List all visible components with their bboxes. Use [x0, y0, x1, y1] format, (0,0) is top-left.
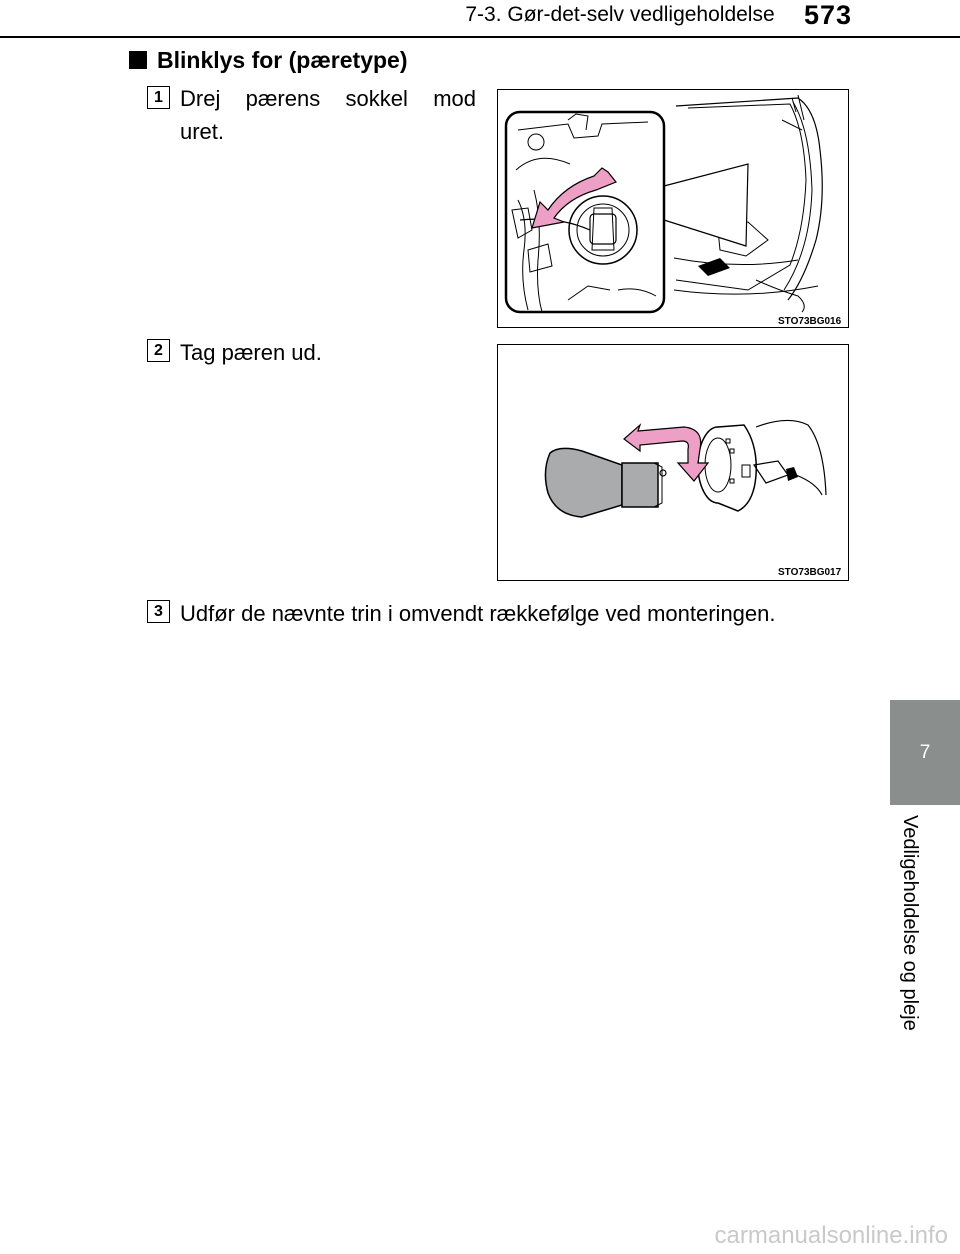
step-text-3: Udfør de nævnte trin i omvendt rækkefølge ved monteringen. [180, 601, 776, 626]
figure-code-1: STO73BG016 [778, 316, 842, 327]
figure-code-2: STO73BG017 [778, 567, 842, 578]
step-text-1-line2: uret. [180, 119, 225, 144]
step-number-1: 1 [147, 86, 170, 109]
step-text-2: Tag pæren ud. [180, 340, 322, 365]
running-header: 7-3. Gør-det-selv vedligeholdelse [465, 3, 775, 26]
watermark: carmanualsonline.info [714, 1222, 948, 1249]
bulb-illustration [498, 345, 848, 580]
step-number-2: 2 [147, 339, 170, 362]
section-title [129, 47, 408, 74]
step-number-3: 3 [147, 600, 170, 623]
header-rule [0, 36, 960, 38]
square-bullet-icon [129, 51, 147, 69]
figure-headlight-socket [497, 89, 849, 328]
headlight-illustration [498, 90, 848, 327]
section-title-text: Blinklys for (pæretype) [157, 47, 408, 73]
chapter-title: Vedligeholdelse og pleje [899, 815, 921, 1031]
figure-bulb-removal [497, 344, 849, 581]
chapter-tab [890, 700, 960, 805]
page-number: 573 [804, 0, 853, 30]
step-text-1-line1: Drej pærens sokkel mod [180, 86, 476, 111]
step-text-1 [180, 82, 476, 148]
chapter-number: 7 [919, 741, 931, 763]
